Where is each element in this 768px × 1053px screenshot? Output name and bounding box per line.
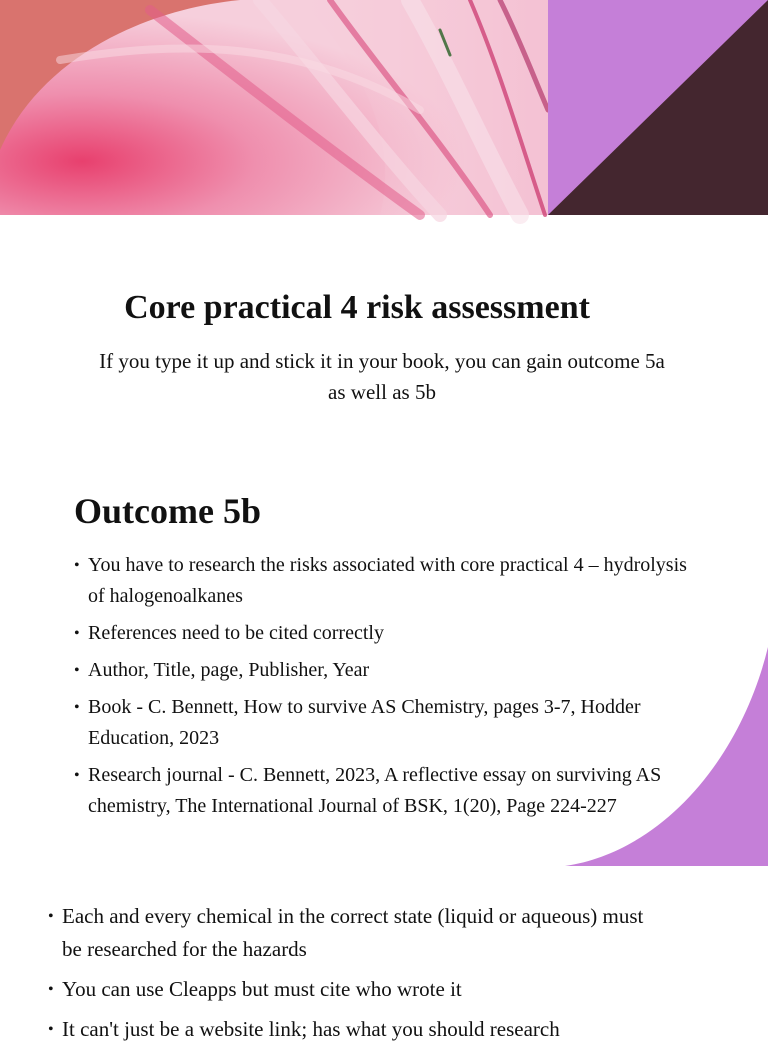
slide-1-title: Core practical 4 risk assessment [124,289,590,326]
list-item [74,655,694,686]
list-item [48,1013,668,1046]
bullet-dot-icon: • [48,1021,54,1038]
outcome-bullet-list [74,550,694,828]
slide-1 [0,0,768,432]
bullet-dot-icon: • [74,699,80,716]
slide-2 [0,432,768,866]
bullet-text: Book - C. Bennett, How to survive AS Chemistry, pages 3-7, Hodder Education, 2023 [88,696,641,749]
slide-3 [0,866,768,1041]
list-item [48,973,668,1006]
bullet-dot-icon: • [74,767,80,784]
bullet-dot-icon: • [74,662,80,679]
hazard-bullet-list [48,900,668,1053]
bullet-text: You can use Cleapps but must cite who wrote it [62,977,462,1001]
bullet-dot-icon: • [74,557,80,574]
list-item [48,900,668,966]
bullet-text: References need to be cited correctly [88,622,384,644]
slide-2-title: Outcome 5b [74,491,261,531]
bullet-text: Research journal - C. Bennett, 2023, A reflective essay on surviving AS chemistry, The International Journal of BSK, 1(20), Page 224-227 [88,764,662,817]
bullet-dot-icon: • [48,908,54,925]
bullet-text: You have to research the risks associated with core practical 4 – hydrolysis of halogenoalkanes [88,554,687,607]
list-item [74,550,694,612]
slide-1-subtitle: If you type it up and stick it in your book, you can gain outcome 5a as well as 5b [99,349,665,404]
list-item [74,692,694,754]
list-item [74,618,694,649]
bullet-dot-icon: • [48,981,54,998]
bullet-text: It can't just be a website link; has what you should research [62,1017,560,1041]
bullet-text: Author, Title, page, Publisher, Year [88,659,370,681]
bullet-dot-icon: • [74,625,80,642]
decorative-banner [0,0,768,215]
list-item [74,760,694,822]
bullet-text: Each and every chemical in the correct state (liquid or aqueous) must be researched for the hazards [62,904,644,961]
